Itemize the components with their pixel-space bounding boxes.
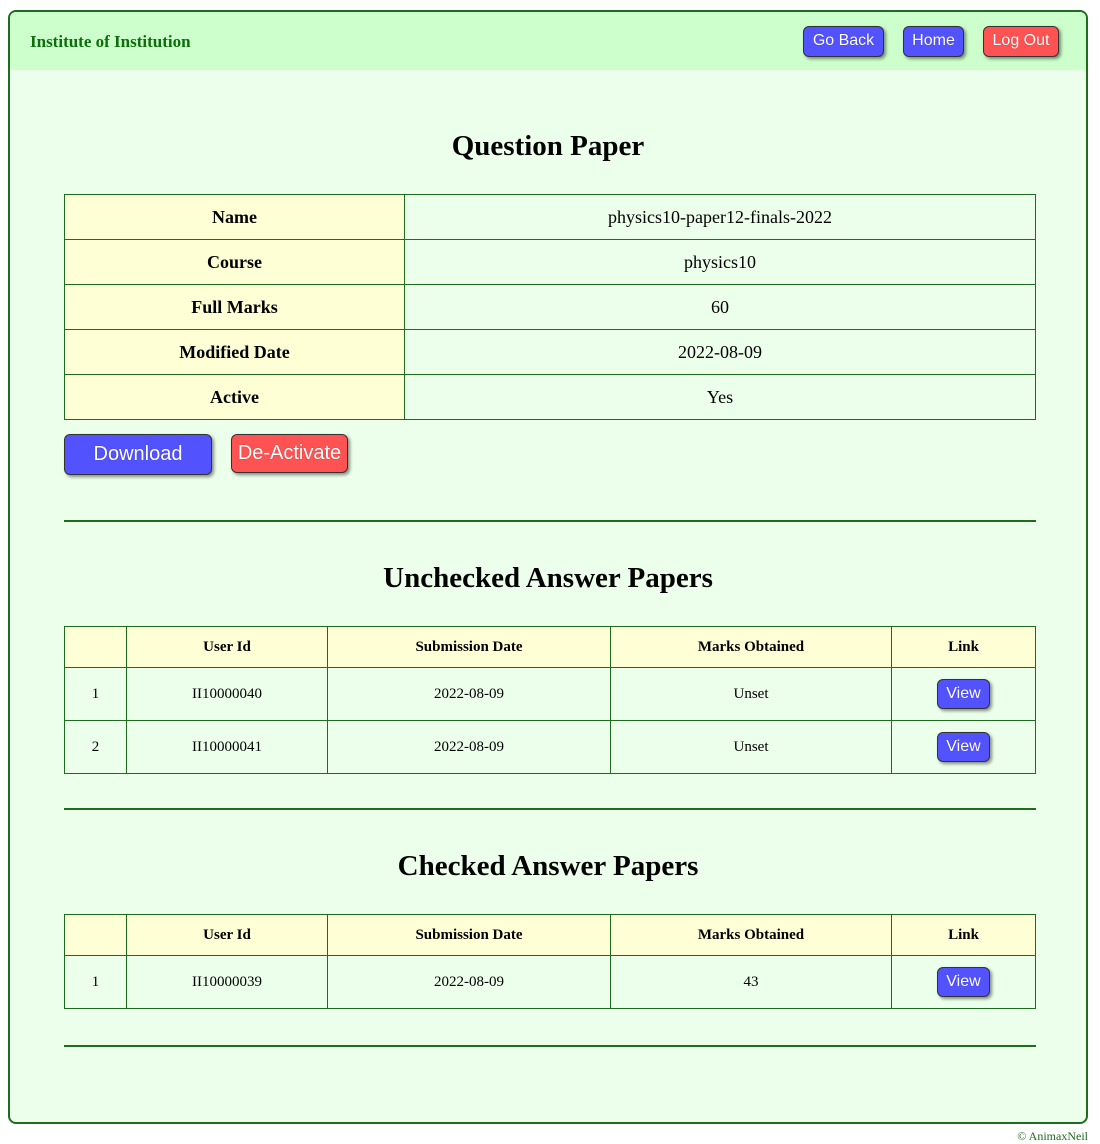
log-out-button[interactable]: Log Out — [983, 26, 1059, 57]
column-header-link: Link — [892, 627, 1036, 668]
info-value: 2022-08-09 — [405, 330, 1036, 375]
view-button[interactable]: View — [937, 967, 990, 997]
column-header-user-id: User Id — [127, 915, 328, 956]
column-header-marks-obtained: Marks Obtained — [611, 627, 892, 668]
page-frame — [8, 10, 1088, 1124]
footer-credit: © AnimaxNeil — [1017, 1129, 1088, 1143]
info-row-modified-date — [65, 330, 1036, 375]
table-header-row — [65, 627, 1036, 668]
question-paper-info-table — [64, 194, 1036, 420]
table-row — [65, 956, 1036, 1009]
checked-answer-papers-table — [64, 914, 1036, 1009]
column-header-submission-date: Submission Date — [328, 915, 611, 956]
unchecked-answer-papers-title: Unchecked Answer Papers — [383, 562, 713, 594]
unchecked-answer-papers-table — [64, 626, 1036, 774]
top-bar — [10, 12, 1086, 70]
column-header-user-id: User Id — [127, 627, 328, 668]
info-row-active — [65, 375, 1036, 420]
checked-answer-papers-title: Checked Answer Papers — [397, 850, 699, 882]
view-button[interactable]: View — [937, 732, 990, 762]
row-index: 1 — [65, 956, 127, 1009]
question-paper-title: Question Paper — [451, 130, 645, 162]
site-brand: Institute of Institution — [30, 32, 191, 51]
info-row-full-marks — [65, 285, 1036, 330]
table-row — [65, 668, 1036, 721]
table-row — [65, 721, 1036, 774]
section-divider — [64, 520, 1036, 522]
deactivate-button[interactable]: De-Activate — [231, 434, 348, 473]
row-link-cell — [892, 721, 1036, 774]
row-marks: 43 — [611, 956, 892, 1009]
row-submission-date: 2022-08-09 — [328, 956, 611, 1009]
row-user-id: II10000040 — [127, 668, 328, 721]
info-value: 60 — [405, 285, 1036, 330]
column-header-index — [65, 915, 127, 956]
info-label: Active — [65, 375, 405, 420]
home-button[interactable]: Home — [903, 26, 964, 57]
info-value: physics10 — [405, 240, 1036, 285]
info-value: physics10-paper12-finals-2022 — [405, 195, 1036, 240]
column-header-index — [65, 627, 127, 668]
row-user-id: II10000041 — [127, 721, 328, 774]
row-link-cell — [892, 956, 1036, 1009]
download-button[interactable]: Download — [64, 434, 212, 475]
row-submission-date: 2022-08-09 — [328, 668, 611, 721]
row-submission-date: 2022-08-09 — [328, 721, 611, 774]
info-value: Yes — [405, 375, 1036, 420]
column-header-submission-date: Submission Date — [328, 627, 611, 668]
row-index: 2 — [65, 721, 127, 774]
row-marks: Unset — [611, 721, 892, 774]
column-header-link: Link — [892, 915, 1036, 956]
column-header-marks-obtained: Marks Obtained — [611, 915, 892, 956]
row-index: 1 — [65, 668, 127, 721]
info-label: Name — [65, 195, 405, 240]
table-header-row — [65, 915, 1036, 956]
row-link-cell — [892, 668, 1036, 721]
section-divider — [64, 1045, 1036, 1047]
row-marks: Unset — [611, 668, 892, 721]
section-divider — [64, 808, 1036, 810]
go-back-button[interactable]: Go Back — [803, 26, 884, 57]
info-row-course — [65, 240, 1036, 285]
view-button[interactable]: View — [937, 679, 990, 709]
info-label: Full Marks — [65, 285, 405, 330]
row-user-id: II10000039 — [127, 956, 328, 1009]
info-row-name — [65, 195, 1036, 240]
info-label: Modified Date — [65, 330, 405, 375]
info-label: Course — [65, 240, 405, 285]
